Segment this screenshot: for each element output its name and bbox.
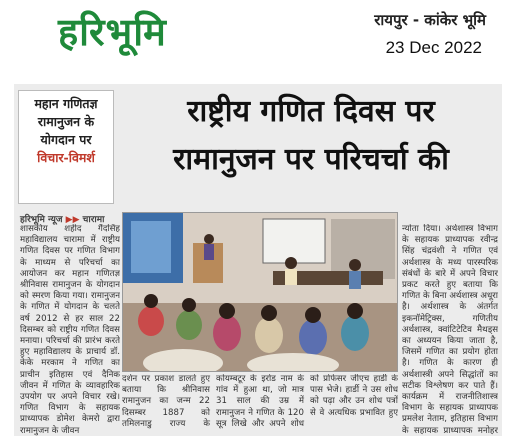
subheadline-box (18, 90, 114, 204)
headline-line-2: रामानुजन पर परिचर्चा की (173, 142, 449, 177)
subheadline-line-3: योगदान पर (40, 132, 92, 147)
article-column-right: न्योता दिया। अर्थशास्त्र विभाग के सहायक प्राध्यापक रवीन्द्र सिंह चंद्रवंशी ने गणित एवं अर्थशास्त्र के मध्य पारस्परिक संबंधों के बारे में अपने विचार प्रकट करते हुए बताया कि गणित के बिना अर्थशास्त्र अधूरा है। अर्थशास्त्र के अंतर्गत इकनॉमेट्रिक्स, गणितीय अर्थशास्त्र, क्वांटिटेटिव मैथड्स का अध्ययन किया जाता है, जिसमें गणित का प्रयोग होता है। गणित के कारण ही अर्थशास्त्री अपने सिद्धांतों का सटीक विश्लेषण कर पाते हैं। कार्यक्रम में राजनीतिशास्त्र विभाग के सहायक प्राध्यापक प्रमलेश नेताम, इतिहास विभाग के सहायक प्राध्यापक मनोहर (402, 224, 498, 436)
headline-line-1: राष्ट्रीय गणित दिवस पर (187, 94, 435, 129)
newspaper-logo: हरिभूमि (58, 10, 167, 54)
article-column-bottom: दर्शन पर प्रकाश डालते हुए बताया कि श्रीनिवास रामानुजन का जन्म 22 दिसम्बर 1887 को तमिलनाडु राज्य के कोयम्बटूर के इरोड नाम के गांव में हुआ था, जो मात्र 31 साल की उम्र में रामानुजन ने गणित के 120 सूत्र लिखे और अपने शोध को प्रोफेसर जीएच हार्डी के पास भेजे। हार्डी ने उस शोध को पढ़ा और उन शोध पत्रों से वे अत्यधिक प्रभावित हुए (122, 374, 398, 429)
edition-name: रायपुर - कांकेर भूमि (374, 11, 486, 29)
subheadline-line-2: रामानुजन के (37, 114, 95, 129)
classroom-photo-illustration (123, 213, 398, 372)
masthead (0, 0, 512, 62)
byline-source: हरिभूमि न्यूज (20, 215, 63, 225)
byline-place: चारामा (82, 215, 105, 225)
publication-date: 23 Dec 2022 (385, 38, 482, 57)
event-photo (122, 212, 398, 372)
article-column-left: शासकीय शहीद गैंदसिंह महाविद्यालय चारामा में राष्ट्रीय गणित दिवस पर गणित विभाग के माध्यम से परिचर्चा का आयोजन कर महान गणितज्ञ श्रीनिवास रामानुजन के योगदान को स्मरण किया गया। रामानुजन के गणित में योगदान के चलते वर्ष 2012 से हर साल 22 दिसम्बर को राष्ट्रीय गणित दिवस मनाया। परिचर्चा की प्रारंभ करते हुए महाविद्यालय के प्राचार्य डॉ. केके मरकाम ने गणित का प्राचीन इतिहास एवं दैनिक जीवन में गणित के व्यावहारिक उपयोग पर अपने विचार रखे। गणित विभाग के सहायक प्राध्यापक डोमेश केमरो द्वारा रामानुजन के जीवन (20, 224, 120, 436)
byline-arrow-icon: ▶▶ (65, 215, 83, 225)
news-clipping (14, 84, 502, 436)
subheadline-line-4: विचार-विमर्श (37, 150, 95, 165)
subheadline-line-1: महान गणितज्ञ (34, 96, 98, 111)
headline (122, 88, 500, 184)
